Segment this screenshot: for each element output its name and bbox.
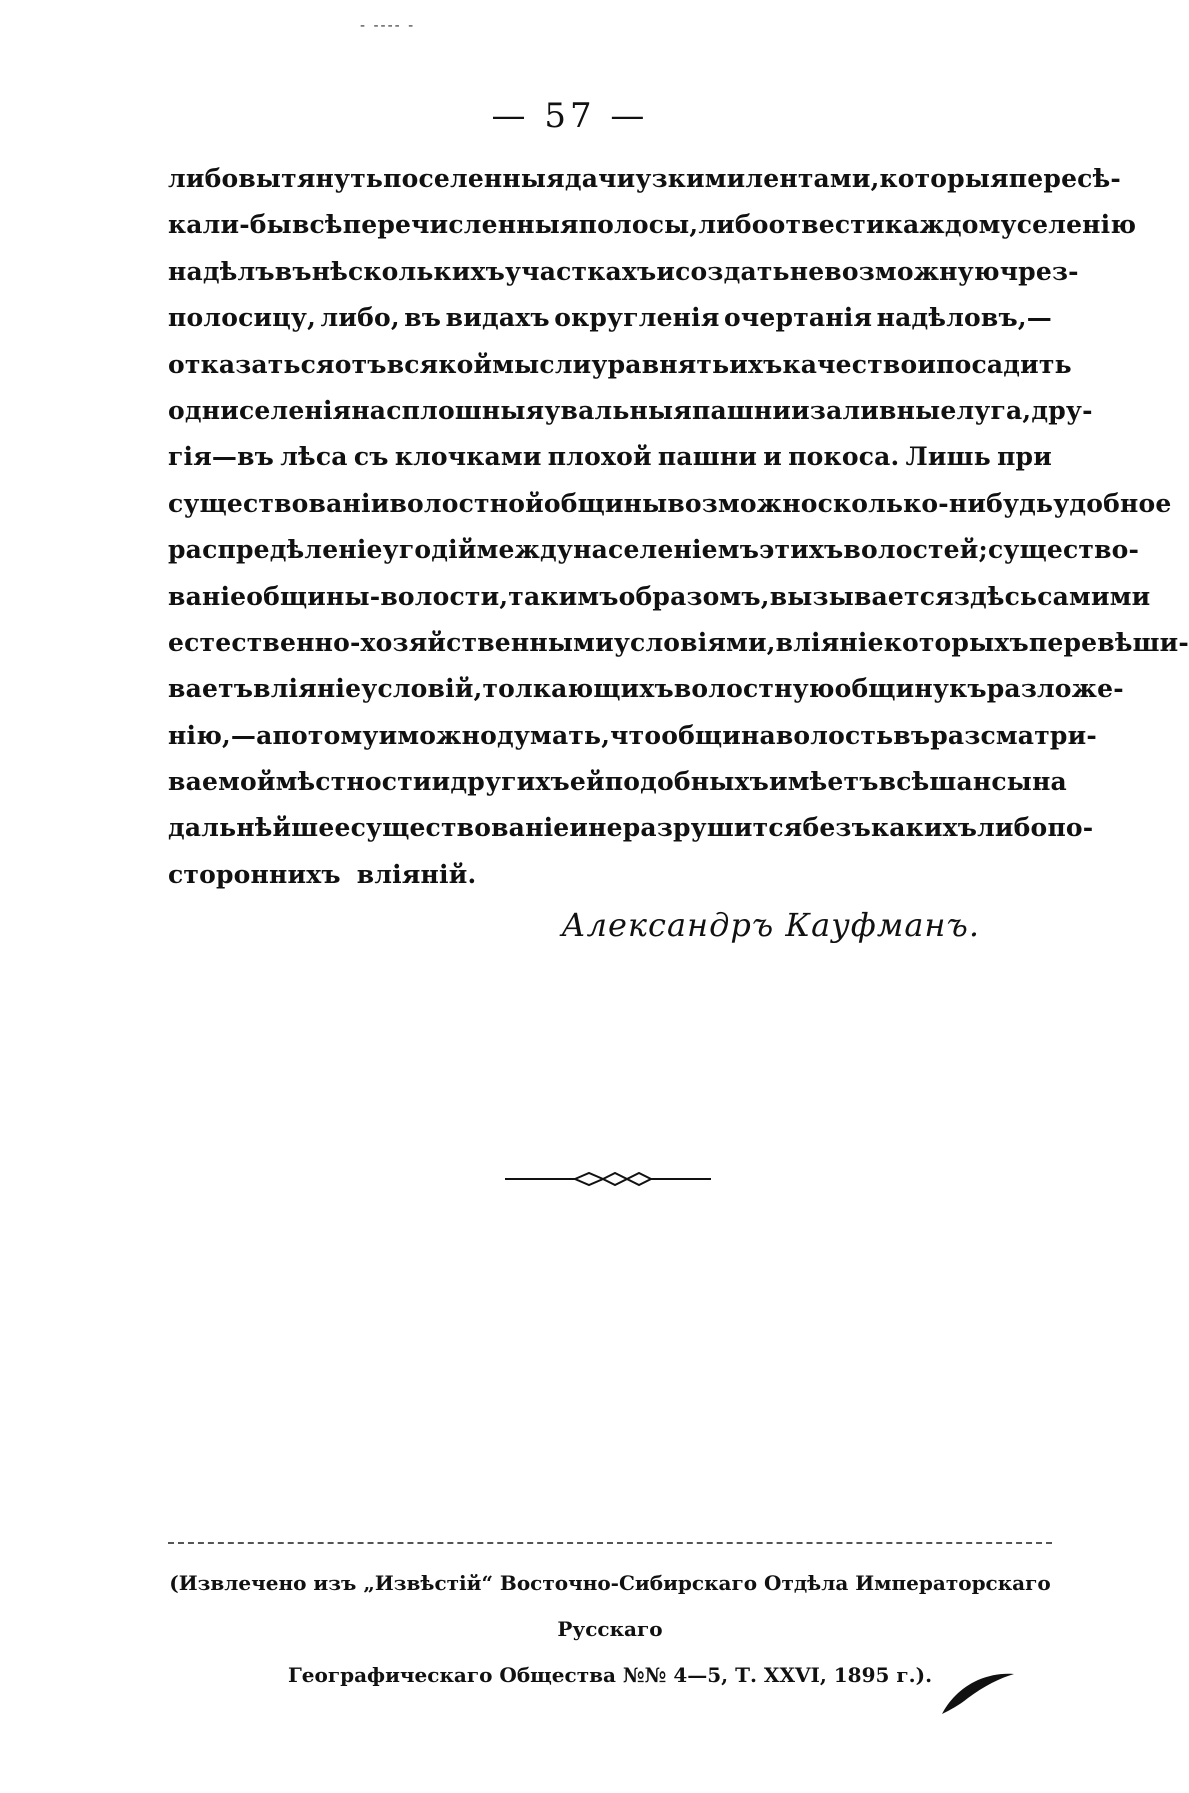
- word: ваетъ: [168, 674, 254, 704]
- word: разсматри-: [930, 720, 1097, 750]
- word: такимъ: [508, 581, 619, 611]
- word: вызывается: [769, 581, 954, 611]
- word: подобныхъ: [604, 767, 769, 797]
- word: Лишь: [905, 442, 991, 472]
- word: къ: [949, 674, 987, 704]
- word: уравнять: [591, 349, 730, 379]
- word: волостную: [673, 674, 835, 704]
- word: каждому: [884, 210, 1017, 240]
- word: узкими: [635, 164, 746, 193]
- word: волость: [775, 720, 894, 750]
- word: сколько-нибудь: [817, 488, 1054, 518]
- text-line: [168, 342, 1072, 388]
- word: шансы: [929, 767, 1033, 797]
- text-line: [168, 481, 1172, 527]
- word: пересѣ-: [1008, 164, 1121, 193]
- text-line: [168, 388, 1093, 434]
- word: сплошныя: [386, 395, 545, 425]
- word: ей: [569, 767, 605, 797]
- word: какихъ: [870, 813, 978, 843]
- word: либо,: [320, 303, 400, 333]
- word: по-: [1047, 813, 1094, 843]
- text-line: [168, 434, 1052, 480]
- word: и: [791, 395, 810, 425]
- word: разрушится: [622, 813, 803, 843]
- text-line: [168, 805, 1094, 851]
- word: въ: [893, 720, 931, 750]
- word: вліяніе: [775, 627, 884, 657]
- word: которыхъ: [883, 627, 1029, 657]
- word: дру-: [1031, 395, 1093, 425]
- word: не: [588, 813, 623, 843]
- word: вліяній.: [356, 859, 477, 889]
- word: безъ: [802, 813, 871, 843]
- word: удобное: [1053, 488, 1172, 518]
- ornament-divider-icon: [505, 1168, 711, 1190]
- word: поселенныя: [383, 164, 565, 193]
- word: кали-бы: [168, 210, 292, 240]
- word: ваніе: [168, 581, 247, 611]
- quill-mark-icon: [938, 1668, 1018, 1718]
- text-line: [168, 666, 1124, 712]
- word: распредѣленіе: [168, 535, 383, 565]
- word: одни: [168, 395, 239, 425]
- word: имѣетъ: [769, 767, 879, 797]
- text-line: [168, 295, 1052, 341]
- word: другихъ: [450, 767, 570, 797]
- word: существованіи: [168, 488, 390, 518]
- body-text: [168, 156, 1189, 898]
- word: отвести: [768, 210, 885, 240]
- word: нію,—а: [168, 720, 273, 750]
- word: толкающихъ: [482, 674, 674, 704]
- text-line: [168, 713, 1097, 759]
- footnote-rule: [168, 1542, 1052, 1544]
- word: условій,: [361, 674, 483, 704]
- word: невозможную: [789, 256, 1000, 286]
- word: и: [656, 256, 676, 286]
- text-line: [168, 527, 1140, 573]
- word: образомъ,: [618, 581, 770, 611]
- word: либо: [168, 164, 239, 193]
- word: здѣсь: [953, 581, 1038, 611]
- word: всѣ: [291, 210, 343, 240]
- word: дачи: [564, 164, 636, 193]
- word: увальныя: [544, 395, 692, 425]
- word: полосы,: [578, 210, 699, 240]
- text-line: [168, 620, 1189, 666]
- text-line: [168, 249, 1079, 295]
- footnote: [168, 1560, 1052, 1698]
- word: условіями,: [613, 627, 776, 657]
- word: этихъ: [759, 535, 844, 565]
- word: луга,: [956, 395, 1032, 425]
- word: разложе-: [986, 674, 1124, 704]
- footnote-line: Географическаго Общества №№ 4—5, Т. XXVI, 1895 г.).: [287, 1663, 933, 1687]
- word: волостей;: [843, 535, 988, 565]
- word: создать: [675, 256, 790, 286]
- top-mark: ‐ ‐‐‐‐ ‐: [360, 18, 416, 34]
- word: при: [997, 442, 1052, 472]
- word: клочками: [394, 442, 542, 472]
- word: думать,: [496, 720, 611, 750]
- word: и: [378, 720, 398, 750]
- word: съ: [353, 442, 389, 472]
- word: общины: [543, 488, 668, 518]
- word: мѣстности: [275, 767, 432, 797]
- word: самими: [1037, 581, 1151, 611]
- text-line: [168, 574, 1151, 620]
- word: можно: [397, 720, 497, 750]
- word: и: [763, 442, 783, 472]
- word: полосицу,: [168, 303, 317, 333]
- word: видахъ: [445, 303, 550, 333]
- footnote-line: (Извлечено изъ „Извѣстій“ Восточно-Сибирскаго Отдѣла Императорскаго Русскаго: [169, 1571, 1051, 1641]
- word: угодій: [382, 535, 477, 565]
- word: чрез-: [999, 256, 1079, 286]
- word: ваемой: [168, 767, 276, 797]
- word: что: [610, 720, 662, 750]
- word: покоса.: [788, 442, 900, 472]
- word: возможно: [667, 488, 818, 518]
- word: на: [351, 395, 387, 425]
- word: лентами,: [745, 164, 880, 193]
- word: и: [431, 767, 451, 797]
- text-line: [168, 202, 1137, 248]
- word: всякой: [386, 349, 493, 379]
- word: мысли: [492, 349, 592, 379]
- word: и: [569, 813, 589, 843]
- word: общины-волости,: [246, 581, 509, 611]
- word: участкахъ: [505, 256, 657, 286]
- text-line: [168, 852, 1052, 898]
- word: перечисленныя: [342, 210, 579, 240]
- word: либо: [977, 813, 1048, 843]
- text-line: [168, 156, 1121, 202]
- word: очертанія: [724, 303, 873, 333]
- word: общину: [834, 674, 950, 704]
- word: дальнѣйшее: [168, 813, 351, 843]
- author-signature: Александръ Кауфманъ.: [561, 906, 980, 944]
- word: которыя: [879, 164, 1009, 193]
- word: на: [1032, 767, 1067, 797]
- word: ихъ: [729, 349, 783, 379]
- word: лѣса: [280, 442, 348, 472]
- word: посадить: [936, 349, 1072, 379]
- page-number: — 57 —: [491, 96, 649, 136]
- word: въ: [404, 303, 442, 333]
- word: вытянуть: [238, 164, 384, 193]
- word: селенія: [238, 395, 352, 425]
- word: волостной: [389, 488, 544, 518]
- word: пашни: [691, 395, 792, 425]
- word: пашни: [657, 442, 758, 472]
- word: нѣсколькихъ: [311, 256, 506, 286]
- word: перевѣши-: [1028, 627, 1189, 657]
- word: надѣловъ,—: [876, 303, 1052, 333]
- word: вліяніе: [253, 674, 362, 704]
- word: существованіе: [350, 813, 570, 843]
- word: и: [917, 349, 937, 379]
- word: заливные: [809, 395, 957, 425]
- word: между: [476, 535, 574, 565]
- word: надѣлъ: [168, 256, 275, 286]
- text-line: [168, 759, 1067, 805]
- word: всѣ: [878, 767, 930, 797]
- word: селенію: [1016, 210, 1137, 240]
- word: существо-: [987, 535, 1140, 565]
- word: плохой: [547, 442, 652, 472]
- word: естественно-хозяйственными: [168, 627, 614, 657]
- word: гія—въ: [168, 442, 275, 472]
- word: потому: [272, 720, 379, 750]
- word: округленія: [554, 303, 720, 333]
- word: община: [661, 720, 776, 750]
- word: отъ: [334, 349, 387, 379]
- word: населеніемъ: [573, 535, 760, 565]
- word: стороннихъ: [168, 859, 341, 889]
- word: въ: [274, 256, 312, 286]
- word: либо: [698, 210, 769, 240]
- word: качество: [782, 349, 918, 379]
- word: отказаться: [168, 349, 335, 379]
